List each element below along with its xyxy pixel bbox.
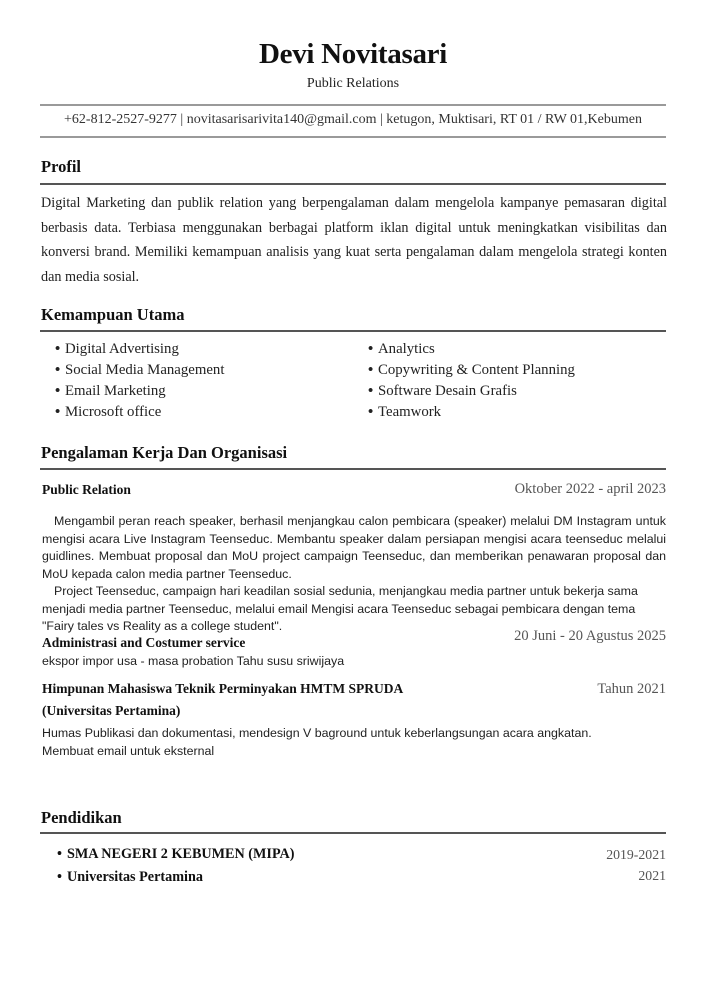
job-title: Himpunan Mahasiswa Teknik Perminyakan HMTM SPRUDA — [42, 681, 404, 696]
bullet-icon: • — [368, 341, 374, 357]
header-divider-top — [40, 104, 666, 106]
skill-item: • Analytics — [368, 341, 435, 357]
profile-divider — [40, 183, 666, 185]
bullet-icon: • — [368, 383, 374, 399]
bullet-icon: • — [57, 846, 62, 862]
candidate-title: Public Relations — [306, 76, 400, 91]
bullet-icon: • — [368, 362, 374, 378]
candidate-name: Devi Novitasari — [259, 38, 447, 70]
education-years: 2021 — [638, 868, 666, 883]
skills-divider — [40, 330, 666, 332]
contact-info: +62-812-2527-9277 | novitasarisarivita140@gmail.com | ketugon, Muktisari, RT 01 / RW 01,Kebumen — [64, 112, 642, 127]
skill-item: • Microsoft office — [55, 404, 162, 420]
skill-item: • Software Desain Grafis — [368, 383, 517, 399]
skills-heading: Kemampuan Utama — [41, 305, 185, 324]
education-years: 2019-2021 — [606, 847, 666, 862]
education-item: • SMA NEGERI 2 KEBUMEN (MIPA) — [57, 846, 295, 862]
education-heading: Pendidikan — [41, 808, 122, 827]
job-title: Administrasi and Costumer service — [42, 635, 246, 650]
education-item: • Universitas Pertamina — [57, 869, 203, 885]
skill-item: • Copywriting & Content Planning — [368, 362, 575, 378]
bullet-icon: • — [55, 362, 61, 378]
profile-heading: Profil — [41, 157, 82, 176]
bullet-icon: • — [57, 869, 62, 885]
bullet-icon: • — [55, 404, 61, 420]
bullet-icon: • — [55, 341, 61, 357]
skill-item: • Digital Advertising — [55, 341, 179, 357]
job-description: ekspor impor usa - masa probation Tahu susu sriwijaya — [42, 654, 345, 668]
job-organization: (Universitas Pertamina) — [42, 703, 181, 718]
header-divider-bottom — [40, 136, 666, 138]
profile-text: Digital Marketing dan publik relation yang berpengalaman dalam mengelola kampanye pemasaran digital berbasis data. Terbiasa menggunakan berbagai platform iklan digital untuk meningkatkan visibilitas dan konversi brand. Memiliki kemampuan analisis yang kuat serta pengalaman dalam mengelola strategi konten dan media sosial. — [41, 195, 667, 285]
experience-heading: Pengalaman Kerja Dan Organisasi — [41, 443, 288, 462]
job-description: Project Teenseduc, campaign hari keadilan sosial sedunia, menjangkau media partner untuk bekerja sama menjadi media partner Teenseduc, melalui email Mengisi acara Teenseduc sebagai pembicara dengan tema "Fairy tales vs Reality as a college student". — [42, 584, 638, 633]
skill-item: • Email Marketing — [55, 383, 166, 399]
job-title: Public Relation — [42, 482, 131, 497]
job-description: Mengambil peran reach speaker, berhasil menjangkau calon pembicara (speaker) melalui DM Instagram untuk mengisi acara Live Instagram Teenseduc. Membantu speaker dalam persiapan mengisi acara teenseduc melalui guidlines. Membuat proposal dan MoU project campaign Teenseduc, dan memberikan penawaran proposal dan MoU kepada calon media partner Teenseduc. — [42, 514, 666, 581]
experience-divider — [40, 468, 666, 470]
job-date: Tahun 2021 — [597, 681, 666, 697]
skill-item: • Social Media Management — [55, 362, 225, 378]
bullet-icon: • — [368, 404, 374, 420]
job-date: Oktober 2022 - april 2023 — [514, 481, 666, 497]
job-date: 20 Juni - 20 Agustus 2025 — [514, 628, 666, 644]
education-divider — [40, 832, 666, 834]
bullet-icon: • — [55, 383, 61, 399]
job-description: Humas Publikasi dan dokumentasi, mendesign V baground untuk keberlangsungan acara angkatan. Membuat email untuk eksternal — [42, 726, 592, 758]
skill-item: • Teamwork — [368, 404, 442, 420]
